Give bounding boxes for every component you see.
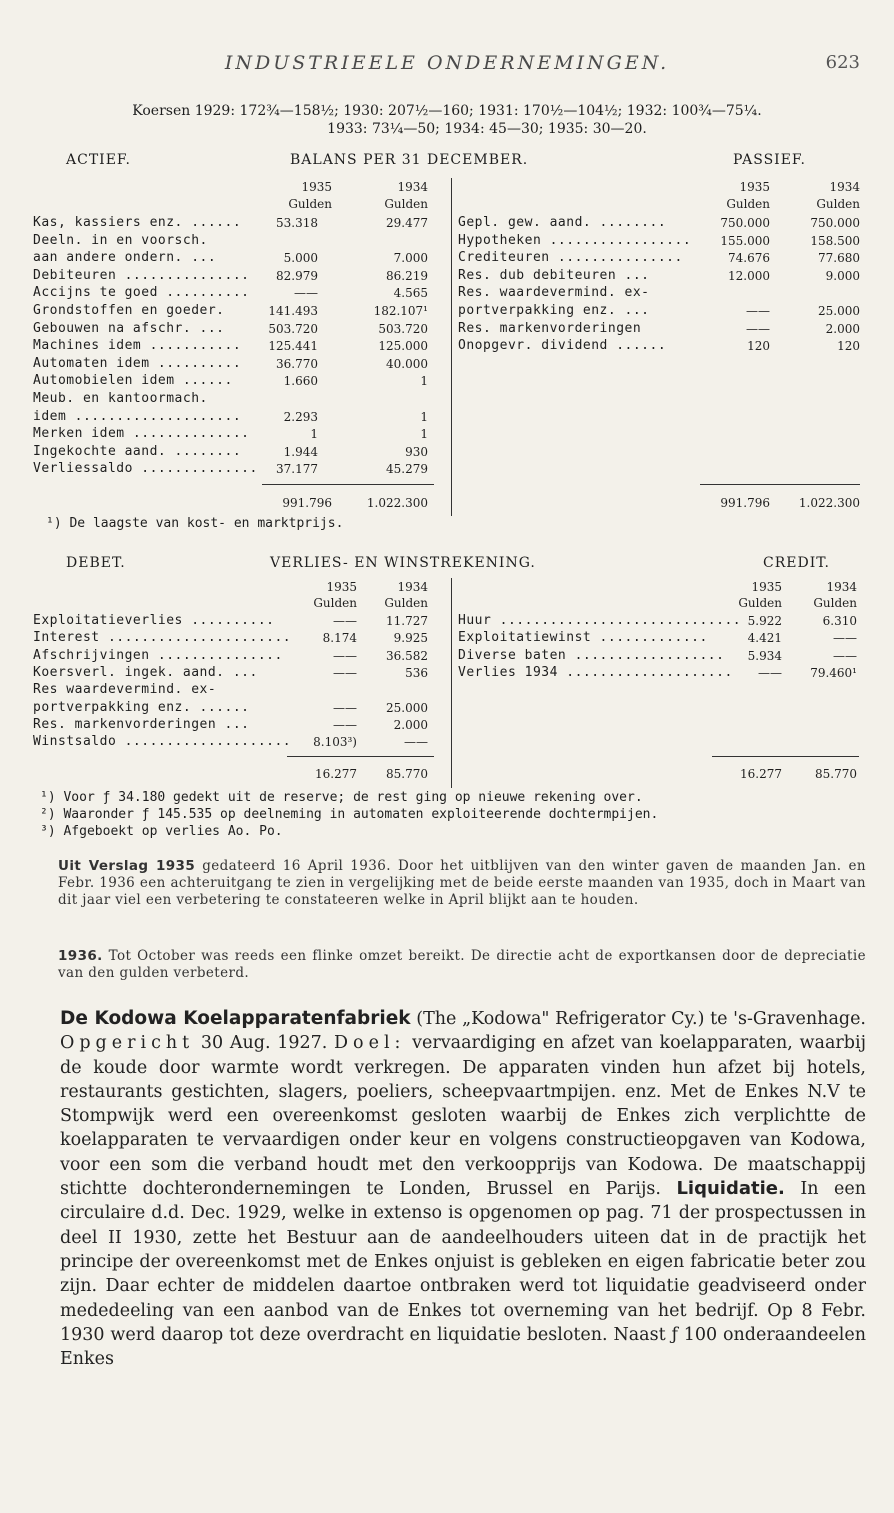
row-label: Meub. en kantoormach. (33, 391, 208, 406)
row-value-1934: 40.000 (386, 356, 428, 371)
row-label: idem .................... (33, 408, 242, 424)
balans-title: BALANS PER 31 DECEMBER. (290, 152, 529, 168)
row-label: Winstsaldo .................... (33, 734, 292, 750)
row-value-1935: 120 (747, 339, 770, 354)
kodowa-text-2: 30 Aug. 1927. (194, 1033, 335, 1054)
row-label: Accijns te goed .......... (33, 285, 250, 301)
row-value-1934: 125.000 (378, 339, 428, 354)
debet-total-1934: 85.770 (386, 767, 428, 781)
row-value-1934: 2.000 (393, 717, 428, 732)
passief-total-rule (700, 484, 860, 485)
row-value-1935: —— (333, 648, 357, 663)
row-value-1935: —— (333, 614, 357, 628)
passief-unit-1935: Gulden (726, 197, 770, 211)
debet-unit-1935: Gulden (313, 596, 357, 610)
credit-year-1934: 1934 (826, 580, 857, 594)
row-value-1935: 155.000 (720, 233, 770, 248)
row-value-1934: 1 (420, 409, 428, 424)
actief-total-rule (262, 484, 434, 485)
row-value-1935: 8.103³) (313, 735, 357, 750)
row-value-1934: 86.219 (386, 268, 428, 283)
credit-unit-1934: Gulden (813, 596, 857, 610)
row-label: Hypotheken ................. (458, 232, 692, 248)
row-label: Kas, kassiers enz. ...... (33, 215, 242, 230)
row-value-1935: 1.944 (283, 444, 318, 459)
actief-total-1935: 991.796 (282, 496, 332, 510)
row-label: Debiteuren ............... (33, 267, 250, 283)
row-label: Grondstoffen en goeder. (33, 303, 225, 318)
verslag-lead: Uit Verslag 1935 (58, 858, 196, 874)
kodowa-text-3: vervaardiging en afzet van koelapparaten, waarbij de koude door warmte wordt verkregen. De apparaten vinden hun afzet bij hotels, restaurants gestichten, slagers, poeliers, scheepvaartmpijen. enz. Met de Enkes N.V te Stompwijk werd een overeenkomst gesloten waarbij de Enkes zich verplichtte de koelapparaten te vervaardigen onder keur en volgens constructieopgaven van Kodowa, voor een som die verband houdt met den verkoopprijs van Kodowa. De maatschappij stichtte dochterondernemingen te Londen, Brussel en Parijs. (60, 1033, 866, 1200)
row-label: Res. waardevermind. ex- (458, 285, 650, 301)
row-value-1935: —— (746, 304, 770, 318)
kodowa-text-4: In een circulaire d.d. Dec. 1929, welke in extenso is opgenomen op pag. 71 der prospectussen in deel II 1930, zette het Bestuur aan de aandeelhouders uiteen dat in de practijk het principe der overeenkomst met de Enkes onjuist is gebleken en eigen fabricatie beter zou zijn. Daar echter de middelen daartoe ontbraken werd tot liquidatie geadviseerd onder mededeeling van een aanbod van de Enkes tot overneming van het bedrijf. Op 8 Febr. 1930 werd daarop tot deze overdracht en liquidatie besloten. Naast ƒ 100 onderaandeelen Enkes (60, 1179, 867, 1370)
row-value-1935: —— (333, 665, 357, 680)
row-label: Machines idem ........... (33, 338, 242, 354)
row-value-1934: 750.000 (810, 216, 860, 230)
row-value-1935: 1.660 (283, 374, 318, 389)
row-value-1934: 503.720 (378, 321, 428, 336)
row-value-1935: 141.493 (268, 304, 318, 318)
verlies-divider (451, 578, 452, 788)
row-value-1934: 11.727 (386, 614, 428, 628)
row-value-1935: 5.934 (747, 648, 782, 663)
row-value-1935: 4.421 (747, 631, 782, 646)
row-label: Onopgevr. dividend ...... (458, 338, 667, 354)
row-label: Merken idem .............. (33, 426, 250, 442)
kodowa-doel-label: Doel: (334, 1033, 406, 1054)
row-value-1935: —— (758, 665, 782, 680)
verslag-text: gedateerd 16 April 1936. Door het uitblijven van den winter gaven de maanden Jan. en Febr. 1936 een achteruitgang te zien in vergelijking met de beide eerste maanden van 1935, doch in Maart van dit jaar viel een verbetering te constateeren welke in April blijkt aan te houden. (58, 858, 866, 908)
row-value-1935: —— (746, 321, 770, 336)
row-label: Automobielen idem ...... (33, 373, 233, 389)
y1936-text: Tot October was reeds een flinke omzet bereikt. De directie acht de exportkansen door de depreciatie van den gulden verbeterd. (58, 948, 866, 981)
row-label: Res. dub debiteuren ... (458, 267, 650, 283)
row-value-1934: 930 (405, 444, 428, 459)
row-value-1935: 8.174 (322, 631, 357, 646)
row-value-1934: 1 (420, 427, 428, 442)
row-value-1934: 7.000 (393, 251, 428, 266)
verlies-title: VERLIES- EN WINSTREKENING. (270, 555, 536, 571)
row-value-1934: 120 (837, 339, 860, 354)
row-label: aan andere ondern. ... (33, 250, 217, 266)
row-label: Res. markenvorderingen (458, 320, 642, 336)
verslag-paragraph (58, 858, 866, 909)
row-label: portverpakking enz. ...... (33, 699, 250, 715)
verlies-footnote-1: ¹) Voor ƒ 34.180 gedekt uit de reserve; de rest ging op nieuwe rekening over. (40, 790, 643, 805)
kodowa-text-1: (The „Kodowa" Refrigerator Cy.) te 's-Gravenhage. (410, 1009, 866, 1029)
credit-total-1935: 16.277 (740, 767, 782, 781)
credit-year-1935: 1935 (751, 580, 782, 594)
debet-year-1935: 1935 (326, 580, 357, 594)
row-value-1934: —— (404, 735, 428, 750)
row-value-1934: 6.310 (822, 614, 857, 628)
row-value-1935: 53.318 (276, 216, 318, 230)
row-value-1934: 1 (420, 374, 428, 389)
row-value-1934: 36.582 (386, 648, 428, 663)
row-value-1935: 750.000 (720, 216, 770, 230)
row-value-1934: 25.000 (818, 304, 860, 318)
passief-year-1935: 1935 (739, 180, 770, 194)
actief-unit-1934: Gulden (384, 197, 428, 211)
row-value-1934: 2.000 (825, 321, 860, 336)
row-label: portverpakking enz. ... (458, 303, 650, 318)
row-value-1934: 77.680 (818, 251, 860, 266)
page-number: 623 (825, 52, 860, 73)
passief-unit-1934: Gulden (816, 197, 860, 211)
actief-heading: ACTIEF. (66, 152, 131, 168)
verlies-footnote-3: ³) Afgeboekt op verlies Ao. Po. (40, 824, 283, 839)
row-value-1934: —— (833, 648, 857, 663)
koersen-line-2: 1933: 73¼—50; 1934: 45—30; 1935: 30—20. (327, 121, 647, 137)
debet-heading: DEBET. (66, 555, 126, 571)
row-value-1934: 29.477 (386, 216, 428, 230)
balans-divider (451, 178, 452, 516)
row-label: Verlies 1934 .................... (458, 664, 733, 680)
actief-year-1934: 1934 (397, 180, 428, 194)
row-value-1934: 45.279 (386, 462, 428, 477)
row-label: Huur ............................. (458, 613, 742, 628)
debet-total-rule (287, 756, 434, 757)
y1936-paragraph (58, 948, 866, 982)
y1936-lead: 1936. (58, 948, 103, 964)
row-label: Gepl. gew. aand. ........ (458, 215, 667, 230)
row-value-1935: 5.000 (283, 251, 318, 266)
row-label: Diverse baten .................. (458, 647, 725, 663)
row-label: Koersverl. ingek. aand. ... (33, 664, 258, 680)
row-value-1934: 25.000 (386, 700, 428, 715)
balans-footnote: ¹) De laagste van kost- en marktprijs. (46, 516, 344, 531)
row-value-1935: 12.000 (728, 268, 770, 283)
row-label: Automaten idem .......... (33, 355, 242, 371)
row-value-1934: 9.000 (825, 268, 860, 283)
row-value-1934: 4.565 (393, 286, 428, 301)
row-label: Res waardevermind. ex- (33, 682, 217, 698)
koersen-line-1: Koersen 1929: 172¾—158½; 1930: 207½—160; 1931: 170½—104½; 1932: 100¾—75¼. (132, 103, 762, 119)
credit-total-rule (712, 756, 859, 757)
passief-heading: PASSIEF. (733, 152, 806, 168)
credit-total-1934: 85.770 (815, 767, 857, 781)
verlies-footnote-2: ²) Waaronder ƒ 145.535 op deelneming in automaten exploiteerende dochtermpijen. (40, 807, 659, 822)
page-header-title: INDUSTRIEELE ONDERNEMINGEN. (224, 52, 670, 74)
row-value-1935: 37.177 (276, 462, 318, 477)
row-value-1935: 36.770 (276, 356, 318, 371)
row-value-1935: —— (333, 717, 357, 732)
row-label: Crediteuren ............... (458, 250, 683, 266)
row-value-1934: —— (833, 631, 857, 646)
row-value-1935: —— (294, 286, 318, 301)
row-label: Afschrijvingen ............... (33, 647, 283, 663)
actief-year-1935: 1935 (301, 180, 332, 194)
row-label: Gebouwen na afschr. ... (33, 320, 225, 336)
row-value-1934: 9.925 (393, 631, 428, 646)
row-value-1935: —— (333, 700, 357, 715)
kodowa-paragraph (60, 1007, 866, 1371)
passief-total-1935: 991.796 (720, 496, 770, 510)
debet-total-1935: 16.277 (315, 767, 357, 781)
kodowa-company-name: De Kodowa Koelapparatenfabriek (60, 1008, 411, 1029)
passief-year-1934: 1934 (829, 180, 860, 194)
row-value-1934: 158.500 (810, 233, 860, 248)
row-label: Exploitatieverlies .......... (33, 613, 275, 628)
row-value-1935: 82.979 (276, 268, 318, 283)
row-label: Res. markenvorderingen ... (33, 716, 250, 732)
row-label: Exploitatiewinst ............. (458, 630, 708, 646)
row-label: Ingekochte aand. ........ (33, 443, 242, 459)
row-value-1935: 125.441 (268, 339, 318, 354)
row-value-1934: 79.460¹ (810, 665, 857, 680)
row-label: Verliessaldo .............. (33, 461, 258, 477)
row-value-1935: 74.676 (728, 251, 770, 266)
row-value-1935: 5.922 (747, 614, 782, 628)
row-value-1935: 1 (310, 427, 318, 442)
credit-heading: CREDIT. (763, 555, 830, 571)
row-label: Deeln. in en voorsch. (33, 232, 208, 248)
actief-total-1934: 1.022.300 (366, 496, 428, 510)
debet-unit-1934: Gulden (384, 596, 428, 610)
actief-unit-1935: Gulden (288, 197, 332, 211)
debet-year-1934: 1934 (397, 580, 428, 594)
row-value-1934: 182.107¹ (373, 304, 428, 318)
row-value-1935: 503.720 (268, 321, 318, 336)
kodowa-opgericht-label: Opgericht (60, 1033, 195, 1054)
row-value-1935: 2.293 (283, 409, 318, 424)
kodowa-liquidatie-label: Liquidatie. (676, 1178, 785, 1200)
row-label: Interest ...................... (33, 630, 292, 646)
passief-total-1934: 1.022.300 (798, 496, 860, 510)
row-value-1934: 536 (405, 665, 428, 680)
credit-unit-1935: Gulden (738, 596, 782, 610)
